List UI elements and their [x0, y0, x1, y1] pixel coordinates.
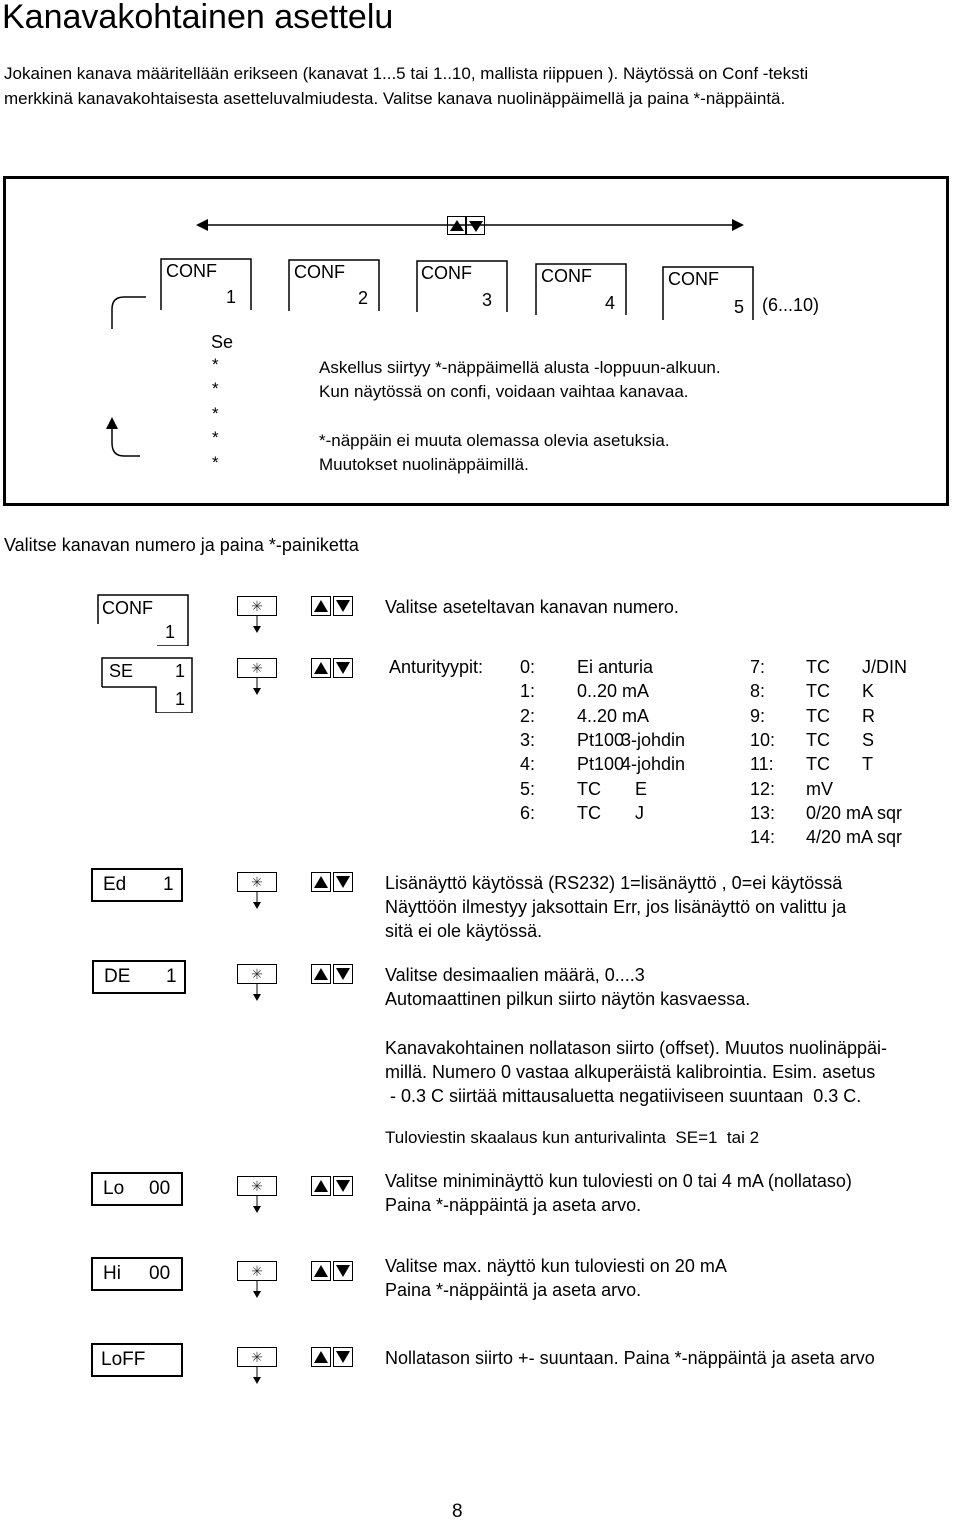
se-label: Se: [211, 332, 234, 352]
offset-text-3: - 0.3 C siirtää mittausaluetta negatiiviseen suuntaan 0.3 C.: [385, 1086, 862, 1106]
desc-ed-2: Näyttöön ilmestyy jaksottain Err, jos lisänäyttö on valittu ja: [385, 897, 847, 917]
down-key: [333, 658, 353, 678]
star-key: ✳: [237, 1347, 277, 1367]
down-stub-arrow: [249, 1281, 269, 1303]
sensor-type-name: Pt100: [577, 754, 625, 775]
desc-lo-1: Valitse miniminäyttö kun tuloviesti on 0 tai 4 mA (nollataso): [385, 1171, 852, 1191]
offset-text-1: Kanavakohtainen nollatason siirto (offset). Muutos nuolinäppäi-: [385, 1038, 887, 1058]
sensor-type-row: [750, 729, 875, 751]
sensor-type-row: [750, 754, 873, 775]
desc-ed-1: Lisänäyttö käytössä (RS232) 1=lisänäyttö , 0=ei käytössä: [385, 873, 843, 893]
sensor-type-row: [520, 657, 654, 678]
key-group-loff: [237, 1347, 357, 1387]
sensor-type-detail: S: [862, 729, 875, 750]
sensor-type-number: 5:: [520, 778, 536, 799]
sensor-type-number: 6:: [520, 802, 536, 823]
sensor-type-number: 12:: [750, 778, 776, 799]
down-stub-arrow: [249, 984, 269, 1006]
sensor-type-row: [520, 754, 686, 775]
sensor-type-row: [750, 802, 903, 824]
page-title: Kanavakohtainen asettelu: [2, 0, 394, 36]
display-hi: Hi 00: [91, 1257, 183, 1291]
display-se: SE 1 1: [101, 657, 193, 713]
up-key: [311, 964, 331, 984]
sensor-type-detail: R: [862, 705, 875, 726]
star-3: *: [212, 404, 219, 423]
down-stub-arrow: [249, 616, 269, 638]
conf-box-3: CONF 3: [416, 260, 508, 312]
sensor-type-row: [750, 705, 875, 727]
sensor-type-name: TC: [806, 729, 830, 750]
sensor-type-name: TC: [806, 754, 830, 775]
down-stub-arrow: [249, 1367, 269, 1389]
sensor-type-row: [520, 729, 686, 751]
sensor-type-number: 8:: [750, 681, 766, 702]
sensor-type-number: 9:: [750, 705, 766, 726]
key-group-ed: [237, 872, 357, 912]
key-group-hi: [237, 1261, 357, 1301]
sensor-type-name: Pt100: [577, 729, 625, 750]
sensor-type-row: [520, 705, 650, 727]
page-number: 8: [452, 1501, 463, 1522]
sensor-type-detail: 4-johdin: [621, 754, 686, 775]
sensor-type-name: TC: [806, 657, 830, 677]
up-key: [311, 1261, 331, 1281]
display-lo: Lo 00: [91, 1172, 183, 1206]
sensor-type-row: [750, 657, 907, 678]
sensor-type-name: TC: [806, 705, 830, 726]
down-stub-arrow: [249, 892, 269, 914]
sensor-type-detail: E: [635, 778, 648, 799]
desc-de-1: Valitse desimaalien määrä, 0....3: [385, 965, 645, 985]
offset-text-2: millä. Numero 0 vastaa alkuperäistä kalibrointia. Esim. asetus: [385, 1062, 876, 1082]
conf-box-5: CONF 5: [662, 266, 754, 320]
sensor-type-name: 4..20 mA: [577, 705, 650, 726]
diagram-note-3: *-näppäin ei muuta olemassa olevia asetuksia.: [319, 431, 670, 450]
desc-lo-2: Paina *-näppäintä ja aseta arvo.: [385, 1195, 642, 1215]
sensor-type-detail: T: [862, 754, 873, 775]
display-de: DE 1: [92, 960, 186, 994]
star-key: ✳: [237, 1176, 277, 1196]
sensor-types-label: Anturityypit:: [389, 657, 484, 677]
sensor-type-number: 2:: [520, 705, 536, 726]
sensor-type-detail: J/DIN: [862, 657, 907, 677]
sensor-type-name: TC: [577, 778, 601, 799]
sensor-type-name: TC: [806, 681, 830, 702]
down-key: [333, 872, 353, 892]
sensor-type-number: 11:: [750, 754, 774, 775]
sensor-type-row: [750, 681, 875, 702]
up-key: [311, 1176, 331, 1196]
sensor-type-detail: 3-johdin: [621, 729, 686, 750]
diagram-note-1: Askellus siirtyy *-näppäimellä alusta -loppuun-alkuun.: [319, 358, 721, 377]
up-key: [311, 658, 331, 678]
key-group-conf: [237, 596, 357, 636]
desc-de-2: Automaattinen pilkun siirto näytön kasvaessa.: [385, 989, 751, 1009]
key-group-de: [237, 964, 357, 1004]
sensor-type-number: 0:: [520, 657, 536, 677]
up-arrow-key: [447, 216, 466, 235]
desc-hi-2: Paina *-näppäintä ja aseta arvo.: [385, 1280, 642, 1300]
diagram-note-2: Kun näytössä on confi, voidaan vaihtaa kanavaa.: [319, 382, 689, 401]
desc-ed-3: sitä ei ole käytössä.: [385, 921, 543, 941]
star-key: ✳: [237, 964, 277, 984]
down-stub-arrow: [249, 1196, 269, 1218]
display-conf: CONF 1: [97, 594, 189, 646]
range-note: (6...10): [762, 295, 820, 315]
sensor-type-number: 1:: [520, 681, 536, 702]
down-stub-arrow: [249, 678, 269, 700]
down-key: [333, 964, 353, 984]
star-key: ✳: [237, 1261, 277, 1281]
star-key: ✳: [237, 596, 277, 616]
sensor-type-detail: K: [862, 681, 875, 702]
down-key: [333, 1261, 353, 1281]
sensor-type-number: 3:: [520, 729, 536, 750]
intro-line-2: merkkinä kanavakohtaisesta asetteluvalmiudesta. Valitse kanava nuolinäppäimellä ja paina *-näppäintä.: [4, 89, 786, 108]
down-key: [333, 1176, 353, 1196]
desc-conf: Valitse aseteltavan kanavan numero.: [385, 597, 679, 617]
star-5: *: [212, 453, 219, 472]
conf-box-1: CONF 1: [160, 258, 252, 310]
up-key: [311, 596, 331, 616]
key-group-lo: [237, 1176, 357, 1216]
sensor-type-row: [750, 778, 833, 800]
sensor-type-number: 14:: [750, 827, 776, 848]
intro-line-1: Jokainen kanava määritellään erikseen (kanavat 1...5 tai 1..10, mallista riippuen ). Näytössä on Conf -teksti: [4, 64, 809, 83]
sensor-type-name: mV: [806, 778, 833, 799]
sensor-type-name: 4/20 mA sqr: [806, 827, 903, 848]
sensor-type-number: 7:: [750, 657, 766, 677]
up-key: [311, 872, 331, 892]
conf-box-4: CONF 4: [535, 263, 627, 315]
star-key: ✳: [237, 658, 277, 678]
display-loff: LoFF: [91, 1343, 183, 1377]
star-2: *: [212, 379, 219, 398]
conf-box-2: CONF 2: [288, 259, 380, 311]
down-arrow-key: [466, 216, 485, 235]
sensor-type-name: 0..20 mA: [577, 681, 650, 702]
scaling-heading: Tuloviestin skaalaus kun anturivalinta SE=1 tai 2: [385, 1128, 760, 1147]
sensor-type-detail: J: [635, 802, 644, 823]
down-key: [333, 596, 353, 616]
up-key: [311, 1347, 331, 1367]
diagram-note-4: Muutokset nuolinäppäimillä.: [319, 455, 529, 474]
sensor-type-row: [750, 827, 903, 848]
sensor-type-name: TC: [577, 802, 601, 823]
sensor-type-row: [520, 778, 648, 800]
display-ed: Ed 1: [91, 868, 183, 902]
section-heading: Valitse kanavan numero ja paina *-painiketta: [4, 535, 359, 555]
down-key: [333, 1347, 353, 1367]
sensor-type-number: 4:: [520, 754, 536, 775]
desc-hi-1: Valitse max. näyttö kun tuloviesti on 20 mA: [385, 1256, 727, 1276]
star-4: *: [212, 428, 219, 447]
sensor-type-row: [520, 802, 644, 824]
sensor-type-name: 0/20 mA sqr: [806, 802, 903, 823]
sensor-type-number: 13:: [750, 802, 776, 823]
star-key: ✳: [237, 872, 277, 892]
star-1: *: [212, 355, 219, 374]
sensor-type-name: Ei anturia: [577, 657, 654, 677]
desc-loff: Nollatason siirto +- suuntaan. Paina *-näppäintä ja aseta arvo: [385, 1348, 875, 1368]
key-group-se: [237, 658, 357, 698]
sensor-type-number: 10:: [750, 729, 776, 750]
sensor-type-row: [520, 681, 650, 702]
